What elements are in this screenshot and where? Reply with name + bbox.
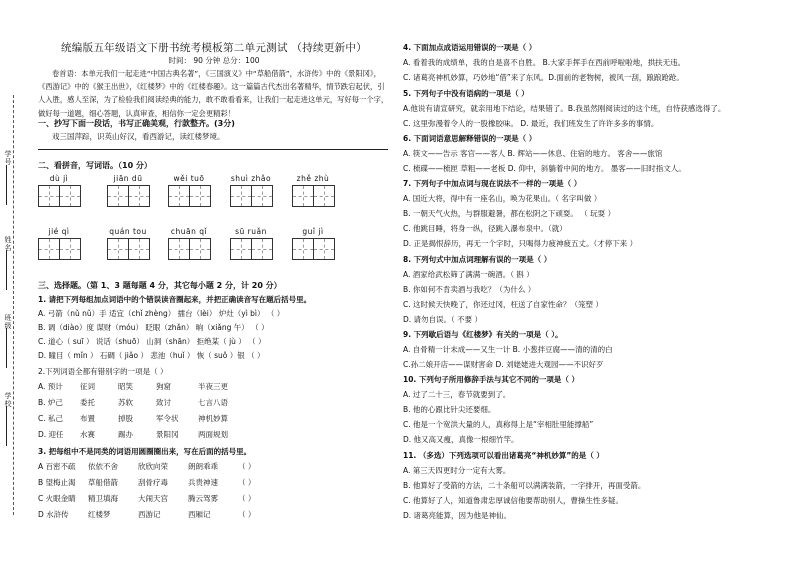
writing-line-1[interactable] — [38, 139, 388, 150]
q3-option-c — [38, 493, 255, 504]
q9-option-cd: C.孙二娘开店——谋财害命 D. 刘姥姥进大观园——不识好歹 — [403, 360, 604, 369]
q2-word: 布置 — [80, 414, 95, 423]
char-box[interactable] — [107, 185, 129, 207]
pinyin-label: jié qì — [48, 227, 70, 236]
class-underline — [6, 328, 8, 368]
binding-margin — [0, 0, 34, 561]
pinyin-group-8 — [168, 227, 210, 260]
pinyin-label: dù jì — [49, 174, 69, 183]
q3-word: C 火眼金睛 — [38, 494, 76, 503]
question-5: 5. 下列句子中没有语病的一项是（ ） — [403, 89, 529, 98]
char-box[interactable] — [189, 185, 211, 207]
question-1: 1. 请把下列每组加点词语中的个错误读音圈起来，并把正确读音写在题后括号里。 — [38, 295, 312, 304]
answer-blank[interactable]: （ ） — [238, 462, 256, 471]
pinyin-group-4 — [230, 174, 272, 207]
q3-word: 西厢记 — [188, 510, 211, 519]
margin-label-id: 学号 — [4, 150, 12, 166]
pinyin-label: chuān qǐ — [170, 227, 208, 236]
q2-word: 景阳冈 — [156, 430, 179, 439]
char-box[interactable] — [189, 238, 211, 260]
margin-label-name: 姓名 — [4, 236, 12, 252]
char-box[interactable] — [38, 238, 60, 260]
q2-option-c — [38, 413, 228, 424]
q4-option-cd: C. 诸葛亮神机妙算，巧妙地“借”来了东风。D.面前的老物树，被风一刮，踉踉跄跄。 — [403, 73, 684, 82]
q1-option-b: B. 调（diào）度 谋财（móu） 眨眼（zhǎn） 晌（xiǎng 午） （ ） — [38, 323, 269, 332]
q9-option-ab: A. 自骨精一计未成——又生一计 B. 小葱拌豆腐——清的清的白 — [403, 345, 613, 354]
pinyin-label: zhě zhù — [296, 174, 330, 183]
pinyin-group-2 — [107, 174, 149, 207]
q11-option-c: C. 他算好了人，知道鲁肃忠厚诚信他要帮助别人，曹操生性多疑。 — [403, 496, 624, 505]
q2-word: 两面规划 — [198, 430, 228, 439]
q6-option-ab: A. 筷文——告示 客官——客人 B. 辉站——休息、住宿的地方。 客舍——旅馆 — [403, 149, 663, 158]
char-box[interactable] — [230, 238, 252, 260]
char-box[interactable] — [292, 238, 314, 260]
char-box[interactable] — [313, 185, 335, 207]
char-box[interactable] — [230, 185, 252, 207]
answer-blank[interactable]: （ ） — [238, 510, 256, 519]
q2-word: 掉股 — [118, 414, 133, 423]
q2-option-d — [38, 429, 228, 440]
pinyin-group-9 — [230, 227, 272, 260]
q2-option-b — [38, 397, 228, 408]
section2-heading: 二、看拼音，写词语。（10 分） — [38, 161, 152, 170]
q3-word: 红楼梦 — [88, 510, 111, 519]
question-10: 10. 下列句子所用修辞手法与其它不同的一项是（ ） — [403, 375, 580, 384]
q3-word: 精卫填海 — [88, 494, 118, 503]
q11-option-d: D. 诸葛亮能算，因为他是神仙。 — [403, 511, 512, 520]
q7-option-c: C. 他跳目睡，将身一纵，径跳入瀑布泉中。（就） — [403, 224, 567, 233]
pinyin-group-3 — [168, 174, 210, 207]
pinyin-group-10 — [292, 227, 334, 260]
pinyin-group-6 — [38, 227, 80, 260]
question-4: 4. 下面加点成语运用错误的一项是（ ） — [403, 43, 537, 52]
question-9: 9. 下列歇后语与《红楼梦》有关的一项是（ ）。 — [403, 330, 563, 339]
q3-word: 西游记 — [138, 510, 161, 519]
q1-option-a: A. 弓箭（nǔ nǔ）手 适宜（chǐ zhèng） 擂台（lèi） 炉灶（yì bì） （ ） — [38, 309, 285, 318]
char-box[interactable] — [38, 185, 60, 207]
exam-meta: 时间： 90 分钟 总分：100 — [168, 56, 260, 65]
q2-word: 七言八语 — [198, 398, 228, 407]
q2-word: 军令状 — [156, 414, 179, 423]
margin-label-school: 学校 — [4, 392, 12, 408]
q6-option-cd: C. 梳碟——梳匣 草粗——老板 D. 仰中，斜躺着中间的地方。 墨客——旧时指文人。 — [403, 164, 686, 173]
char-box[interactable] — [107, 238, 129, 260]
pinyin-label: guǐ jì — [302, 227, 324, 236]
q3-word: 兵贵神速 — [188, 478, 218, 487]
q1-option-c: C. 道心（ suī ） 说话（shuō） 山洞（shān） 拒绝某（ jù ） （ ） — [38, 337, 266, 346]
question-3: 3. 把每组中不是同类的词语用圆圈圈出来，写在后面的括号里。 — [38, 447, 252, 456]
q3-word: B 望梅止渴 — [38, 478, 76, 487]
pinyin-label: jiān dū — [113, 174, 143, 183]
answer-blank[interactable]: （ ） — [238, 494, 256, 503]
q10-option-d: D. 他又高又瘦，真像一根细竹竿。 — [403, 435, 519, 444]
char-box[interactable] — [251, 238, 273, 260]
q2-word: 狗窟 — [156, 382, 171, 391]
q2-word: 踢办 — [118, 430, 133, 439]
q3-option-a — [38, 461, 255, 472]
q3-word: D 水浒传 — [38, 510, 69, 519]
q5-option-cd: C. 这里弥漫着令人的一股橡胶味。 D. 最近，我们班发生了许许多多的事情。 — [403, 119, 659, 128]
q2-word: C. 私己 — [38, 414, 64, 423]
pinyin-label: quán tou — [109, 227, 147, 236]
pinyin-label: wěi tuō — [173, 174, 205, 183]
q2-word: D. 迎任 — [38, 430, 64, 439]
char-box[interactable] — [168, 185, 190, 207]
q2-word: 征词 — [80, 382, 95, 391]
char-box[interactable] — [128, 185, 150, 207]
q7-option-d: D. 正是揭恨辞历，再无一个字时，只喝得力疲神疲五丈。（才停下来 ） — [403, 239, 638, 248]
q7-option-b: B. 一朝天气火热，与群服避暑，都在松阴之下顽耍。 （ 玩耍 ） — [403, 209, 616, 218]
cut-line — [13, 95, 14, 515]
pinyin-label: shuì zhǎo — [230, 174, 272, 183]
pinyin-group-1 — [38, 174, 80, 207]
char-box[interactable] — [128, 238, 150, 260]
id-underline — [6, 165, 8, 205]
section1-heading: 一、抄写下面一段话，书写正确美观，行款整齐。(3分) — [38, 119, 235, 128]
q3-word: 朗朗乖乖 — [188, 462, 218, 471]
char-box[interactable] — [168, 238, 190, 260]
char-box[interactable] — [292, 185, 314, 207]
q3-word: 腾云驾雾 — [188, 494, 218, 503]
q1-option-d: D. 瞳目（ mǐn ） 石碉（ jiǎo ） 悲池（huǐ ） 恢（ suǒ ）银 （ ） — [38, 351, 265, 360]
q7-option-a: A. 国近大将，得中有一座名山，唤为花果山。（ 名字叫做 ） — [403, 194, 602, 203]
q3-word: 草船借箭 — [88, 478, 118, 487]
intro-paragraph: 卷首语：本单元我们一起走进“中国古典名著”，《三国演义》中“草船借箭”，水浒传》中的《景阳冈》，《西游记》中的《猴王出世》，《红楼梦》中的《红楼春趣》。这一篇篇古代杰出名著精华，情节跌宕起伏，引人入胜，感人至深，为了检验我们阅读经典的能力，敢不敢看看来，让我们一起走进这单元，写好每一个字，做好每一道题，细心答题，认真审查，相信你一定会更精彩！ — [38, 69, 389, 118]
q10-option-b: B. 他的心跟比针尖还要细。 — [403, 405, 496, 414]
school-underline — [6, 406, 8, 446]
q8-option-b: B. 你如何不肯卖酒与我吃？（为什么 ） — [403, 285, 536, 294]
q8-option-d: D. 请勿自误。（ 不要 ） — [403, 315, 483, 324]
q3-option-b — [38, 477, 255, 488]
question-11: 11. （多选）下列选项可以看出诸葛亮“神机妙算”的是（ ） — [403, 451, 604, 460]
q8-option-a: A. 酒家给武松筛了满满一碗酒。（ 斟 ） — [403, 270, 534, 279]
q3-word: 依依不舍 — [88, 462, 118, 471]
q10-option-a: A. 过了二十三，春节就要到了。 — [403, 390, 511, 399]
q3-word: 刮骨疗毒 — [138, 478, 168, 487]
q2-option-a — [38, 381, 228, 392]
question-2: 2.下列词语全都有错别字的一项是（ ） — [38, 367, 168, 376]
q3-option-d — [38, 509, 255, 520]
q5-option-ab: A.他说有请宣研究，就亲用地下结论，结果错了。B.我虽然刚阅读过的这个班，自恃获感选得了。 — [403, 104, 726, 113]
margin-label-class: 班级 — [4, 314, 12, 330]
q2-word: 委托 — [80, 398, 95, 407]
q4-option-ab: A. 看着我的成绩单，我的自是喜不自胜。 B.大家手挥手在西前呼啦啦地，拱扶无违。 — [403, 58, 686, 67]
name-underline — [6, 250, 8, 290]
q8-option-c: C. 这时候天快晚了，你还过冈，枉送了自家性命？（笼塑 ） — [403, 300, 603, 309]
q11-option-a: A. 第三天四更时分一定有大雾。 — [403, 466, 511, 475]
q2-word: 半夜三更 — [198, 382, 228, 391]
q3-word: A 百密不疏 — [38, 462, 76, 471]
section1-text: 戏三国萍踪，识英山好汉，看西游记，读红楼梦境。 — [52, 132, 225, 141]
char-box[interactable] — [251, 185, 273, 207]
question-7: 7. 下列句子中加点词与现在说法不一样的一项是（ ） — [403, 179, 582, 188]
q2-word: 致讨 — [156, 398, 171, 407]
q2-word: 神机妙算 — [198, 414, 228, 423]
pinyin-group-5 — [292, 174, 334, 207]
q11-option-b: B. 他算好了受箭的方法，二十条船可以满满装箭，一字排开，再面受箭。 — [403, 481, 646, 490]
pinyin-label: sū ruǎn — [235, 227, 267, 236]
q2-word: A. 预计 — [38, 382, 63, 391]
answer-blank[interactable]: （ ） — [238, 478, 256, 487]
q3-word: 大闹天宫 — [138, 494, 168, 503]
page-title: 统编版五年级语文下册书统考模板第二单元测试 （持续更新中） — [60, 42, 368, 54]
pinyin-group-7 — [107, 227, 149, 260]
q2-word: 昭笑 — [118, 382, 133, 391]
char-box[interactable] — [313, 238, 335, 260]
q3-word: 欣欣向荣 — [138, 462, 168, 471]
char-box[interactable] — [59, 185, 81, 207]
q2-word: B. 炉己 — [38, 398, 63, 407]
q2-word: 水赛 — [80, 430, 95, 439]
section3-heading: 三、选择题。（第 1、3 题每题 4 分，其它每小题 2 分，计 20 分） — [38, 281, 282, 290]
question-8: 8. 下列句式中加点词理解有误的一项是（ ） — [403, 255, 552, 264]
char-box[interactable] — [59, 238, 81, 260]
question-6: 6. 下面词语意思解释错误的一项是（ ） — [403, 134, 537, 143]
q2-word: 苏软 — [118, 398, 133, 407]
q10-option-c: C. 他是一个宽洪大量的人，真称得上是“宰相肚里能撑船” — [403, 420, 594, 429]
